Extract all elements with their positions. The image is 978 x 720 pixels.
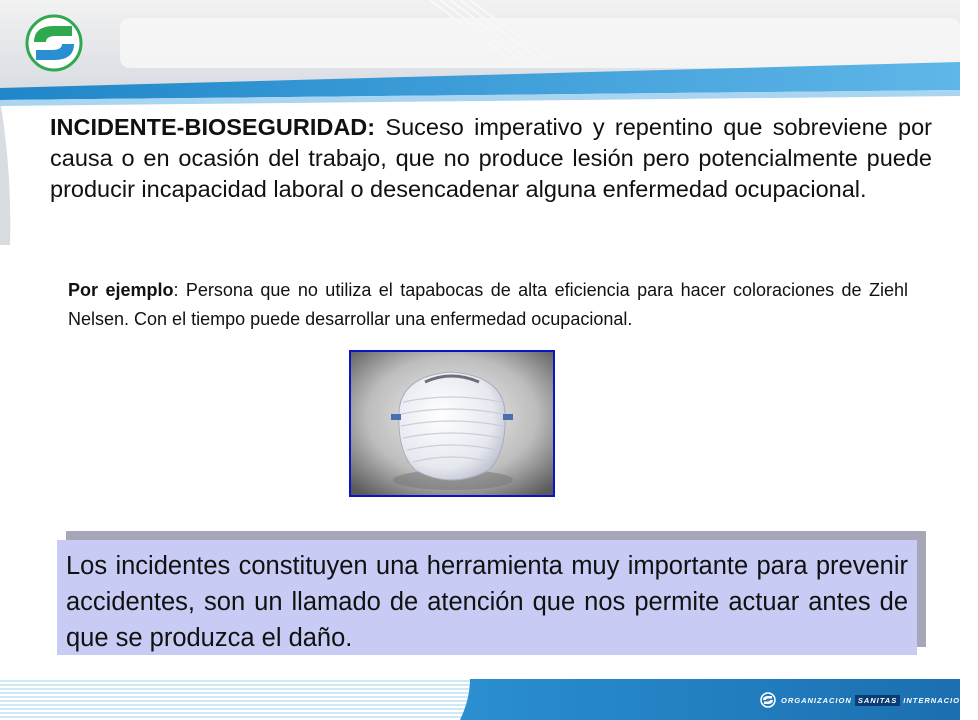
sanitas-logo bbox=[20, 12, 88, 74]
example-paragraph bbox=[68, 276, 908, 333]
definition-term: INCIDENTE-BIOSEGURIDAD: bbox=[50, 114, 376, 140]
example-text: : Persona que no utiliza el tapabocas de alta eficiencia para hacer coloraciones de Ziehl Nelsen. Con el tiempo puede desarrollar una enfermedad ocupacional. bbox=[68, 280, 909, 329]
footer-logo-icon bbox=[760, 692, 776, 708]
definition-paragraph bbox=[50, 112, 932, 205]
logo-icon bbox=[20, 12, 88, 74]
respirator-mask-illustration bbox=[351, 352, 553, 495]
definition-text: Suceso imperativo y repentino que sobreviene por causa o en ocasión del trabajo, que no produce lesión pero potencialmente puede producir incapacidad laboral o desencadenar alguna enfermedad ocupacional. bbox=[50, 114, 932, 202]
mask-image bbox=[349, 350, 555, 497]
footer-brand-part3: INTERNACIONAL bbox=[900, 695, 978, 705]
footer-brand-part1: ORGANIZACION bbox=[781, 695, 855, 705]
footer-brand-text bbox=[781, 696, 978, 705]
footer-brand-part2: SANITAS bbox=[855, 695, 900, 706]
callout-text: Los incidentes constituyen una herramienta muy importante para prevenir accidentes, son un llamado de atención que nos permite actuar antes de que se produzca el daño. bbox=[66, 552, 908, 652]
example-label: Por ejemplo bbox=[68, 280, 174, 300]
footer-brand bbox=[760, 690, 978, 710]
callout-box bbox=[57, 540, 917, 655]
header-band bbox=[0, 0, 960, 100]
